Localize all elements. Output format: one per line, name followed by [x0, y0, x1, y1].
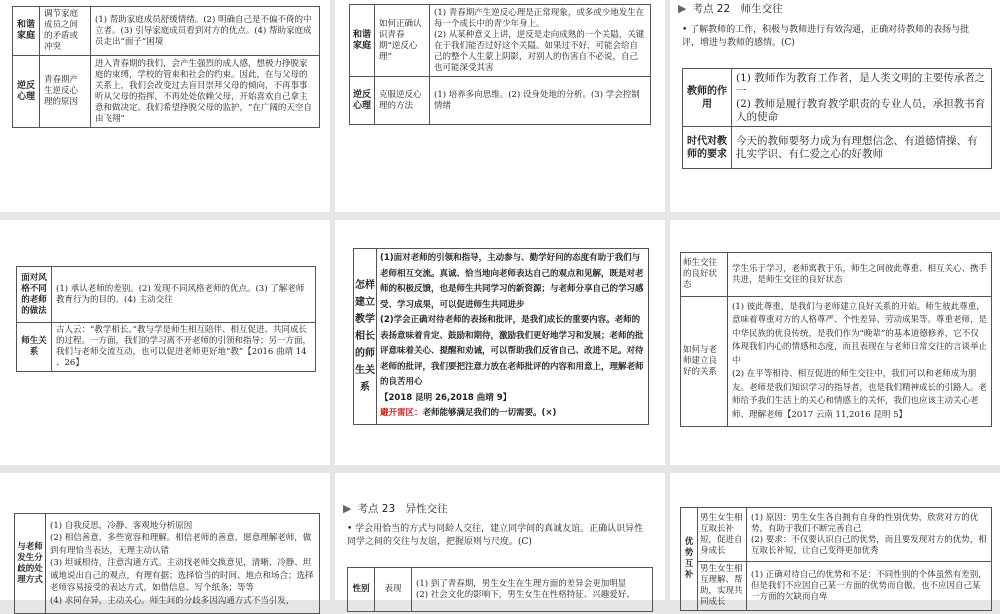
table-row: [17, 267, 316, 323]
row-content: [377, 249, 649, 425]
row-text: (1) 正确对待自己的优势和不足：不同性别的个体虽然有差别，但是我们不应因自己某一方面的优势而自傲，也不应因自己某一方面的欠缺而自卑: [747, 562, 992, 611]
row-label: 教师的作用: [683, 69, 732, 127]
row-text: 古人云：“教学相长。”教与学是师生相互陪伴、相互促进、共同成长的过程。一方面，我们的学习离不开老师的引领和指导；另一方面，我们与老师交流互动，也可以促进老师更好地“教”【2016 曲靖 14 、26】: [52, 323, 316, 372]
row-text: 进入青春期的我们，会产生强烈的成人感，想极力挣脱家庭的束缚，学校的管束和社会的约束。因此，在与父母的关系上，我们会改变过去盲目崇拜父母的倾向，不再事事听从父母的指挥，不再处处依赖父母，开始喜欢自己拿主意和做决定。我们希望挣脱父母的监护，“在广阔的天空自由飞翔”: [91, 56, 320, 128]
topic-title: 考点 22 师生交往: [692, 3, 783, 15]
trap-note: [380, 406, 645, 422]
complement-table: [680, 507, 992, 611]
arrow-icon: ▶: [343, 502, 352, 515]
row-sub: 男生女生相互理解、帮助，实现共同成长: [698, 562, 747, 611]
slide-5: [335, 220, 665, 465]
row-text: (1) 承认老师的差别。(2) 发现不同风格老师的优点。(3) 了解老师教育行为的目的。(4) 主动交往: [52, 267, 316, 323]
row-sub: 青春期产生逆反心理的原因: [40, 56, 91, 128]
good-relation-table: [680, 252, 992, 427]
row-text: (1) 培养多向思维。(2) 设身处地的分析。(3) 学会控制情绪: [430, 77, 651, 125]
row-sub: 如何正确认识青春期“逆反心理”: [375, 5, 430, 77]
row-label: 时代对教师的要求: [683, 127, 732, 169]
row-sub: 表现: [375, 568, 412, 612]
row-text: (1) 青春期产生逆反心理是正常现象，或多或少地发生在每一个成长中的青少年身上。 (2) 从某种意义上讲，逆反是走向成熟的一个关隘，关键在于我们能否过好这个关隘。如果过不好，可能会给自己的整个人生蒙上阴影，对别人的伤害自不必说，自己也可能深受其害: [430, 5, 651, 77]
requirement-text: 学会用恰当的方式与同龄人交往，建立同学间的真诚友谊。正确认识异性同学之间的交往与友谊，把握原则与尺度。(C): [347, 524, 644, 547]
topic-heading: [678, 1, 783, 16]
point-1: (1)面对老师的引领和指导，主动参与、勤学好问的态度有助于我们与老师相互交流。真诚、恰当地向老师表达自己的观点和见解，既是对老师的积极反馈，也是师生共同学习的新资源；与老师分享自己的学习感受、学习成果，可以促进师生共同进步: [380, 253, 644, 310]
table-row: [683, 69, 992, 127]
requirement: [682, 24, 987, 50]
table-row: [348, 568, 653, 612]
gender-table: [347, 567, 653, 612]
table-row: [681, 297, 992, 427]
table-row: [354, 249, 649, 425]
table-row: [17, 323, 316, 372]
row-label: 与老师发生分歧的处理方式: [15, 514, 46, 614]
relation-table: [353, 248, 649, 425]
row-sub: 调节家庭成员之间的矛盾或冲突: [40, 7, 91, 56]
row-label: 面对风格不同的老师的做法: [17, 267, 52, 323]
topic-heading: [343, 501, 448, 516]
slide-8: [335, 473, 665, 600]
row-label: 师生交往的良好状态: [681, 253, 728, 297]
teacher-style-table: [16, 266, 316, 372]
table-row: [683, 127, 992, 169]
slide-7: [0, 473, 330, 606]
row-label: 逆反心理: [13, 56, 40, 128]
topic-title: 考点 23 异性交往: [357, 503, 448, 515]
row-label: 如何与老师建立良好的关系: [681, 297, 728, 427]
row-label: 师生关系: [17, 323, 52, 372]
table-row: [15, 514, 320, 614]
table-row: [681, 253, 992, 297]
family-table-1: [12, 6, 320, 128]
slide-4: [0, 220, 330, 465]
row-text: 学生乐于学习，老师寓教于乐，师生之间彼此尊重、相互关心、携手共进，是师生交往的良好状态: [728, 253, 992, 297]
trap-text: 老师能够满足我们的一切需要。(×): [422, 408, 557, 418]
slide-6: [670, 220, 1000, 465]
row-sub: 男生女生相互取长补短，促进自身成长: [698, 508, 747, 562]
slide-1: [0, 0, 330, 212]
row-label: 性别: [348, 568, 375, 612]
row-text: (1) 帮助家庭成员舒缓情绪。(2) 明确自己是不偏不倚的中立者。(3) 引导家庭成员看到对方的优点。(4) 帮助家庭成员走出“面子”困境: [91, 7, 320, 56]
row-label: 和谐家庭: [350, 5, 375, 77]
slide-2: [335, 0, 665, 212]
table-row: [350, 77, 651, 125]
family-table-2: [349, 4, 651, 125]
disagreement-table: [14, 513, 320, 614]
row-text: 今天的教师要努力成为有理想信念、有道德情操、有扎实学识、有仁爱之心的好教师: [732, 127, 992, 169]
row-label: 逆反心理: [350, 77, 375, 125]
row-label: 怎样建立教学相长的师生关系: [354, 249, 377, 425]
row-label: 优势互补: [681, 508, 698, 611]
row-sub: 克服逆反心理的方法: [375, 77, 430, 125]
slide-3: [670, 0, 1000, 212]
bullet-icon: •: [682, 25, 691, 35]
table-row: [13, 56, 320, 128]
slide-9: [670, 473, 1000, 607]
row-text: (1) 到了青春期，男生女生在生理方面的差异会更加明显 (2) 社会文化的影响下，男生女生在性格特征、兴趣爱好、: [412, 568, 653, 612]
row-text: (1) 教师作为教育工作者，是人类文明的主要传承者之一 (2) 教师是履行教育教学职责的专业人员，承担教书育人的使命: [732, 69, 992, 127]
point-2: (2)学会正确对待老师的表扬和批评，是我们成长的重要内容。老师的表扬意味着肯定、鼓励和期待，激励我们更好地学习和发展；老师的批评意味着关心、提醒和劝诫，可以帮助我们反省自己、改进不足。对待老师的批评，我们要把注意力放在老师批评的内容和用意上，理解老师的良苦用心: [380, 315, 644, 387]
table-row: [681, 508, 992, 562]
row-text: (1) 原因：男生女生各自拥有自身的性别优势，欣赏对方的优势，有助于我们不断完善自己 (2) 要求：不仅要认识自己的优势，而且要发现对方的优势，相互取长补短，让自己变得更加优秀: [747, 508, 992, 562]
row-text: (1) 自我反思，冷静、客观地分析原因 (2) 相信善意，多些宽容和理解。相信老师的善意，愿意理解老师，做到有理恰当表达，无理主动认错 (3) 坦诚相待，注意沟通方式。主动找老师交换意见，清晰、冷静、坦诚地说出自己的观点，有理有据；选择恰当的时间、地点和场合；选择老师容易接受的表达方式，如借信息、写个纸条；等等 (4) 求同存异，主动关心。师生间的分歧多因沟通方式不当引发，: [46, 514, 320, 614]
table-row: [350, 5, 651, 77]
bullet-icon: •: [347, 524, 356, 534]
teacher-table: [682, 68, 992, 169]
requirement: [347, 523, 652, 549]
row-text: (1) 彼此尊重，是我们与老师建立良好关系的开始。师生彼此尊重，意味着尊重对方的人格尊严、个性差异、劳动成果等。尊重老师，是中华民族的优良传统，是我们作为“晚辈”的基本道德修养，它不仅体现我们内心的情感和态度，而且表现在与老师日常交往的言谈举止中 (2) 在平等相待、相互促进的师生交往中，我们可以和老师成为朋友。老师是我们知识学习的指导者，也是我们精神成长的引路人。老师给予我们生活上的关心和情感上的关怀，我们也应该主动关心老师、理解老师【2017 云南 11,2016 昆明 5】: [728, 297, 992, 427]
trap-label: 避开雷区：: [380, 408, 423, 418]
citation: 【2018 昆明 26,2018 曲靖 9】: [380, 392, 512, 403]
row-label: 和谐家庭: [13, 7, 40, 56]
arrow-icon: ▶: [678, 2, 687, 15]
table-row: [681, 562, 992, 611]
table-row: [13, 7, 320, 56]
requirement-text: 了解教师的工作，积极与教师进行有效沟通，正确对待教师的表扬与批评，增进与教师的感情。(C): [682, 25, 970, 48]
